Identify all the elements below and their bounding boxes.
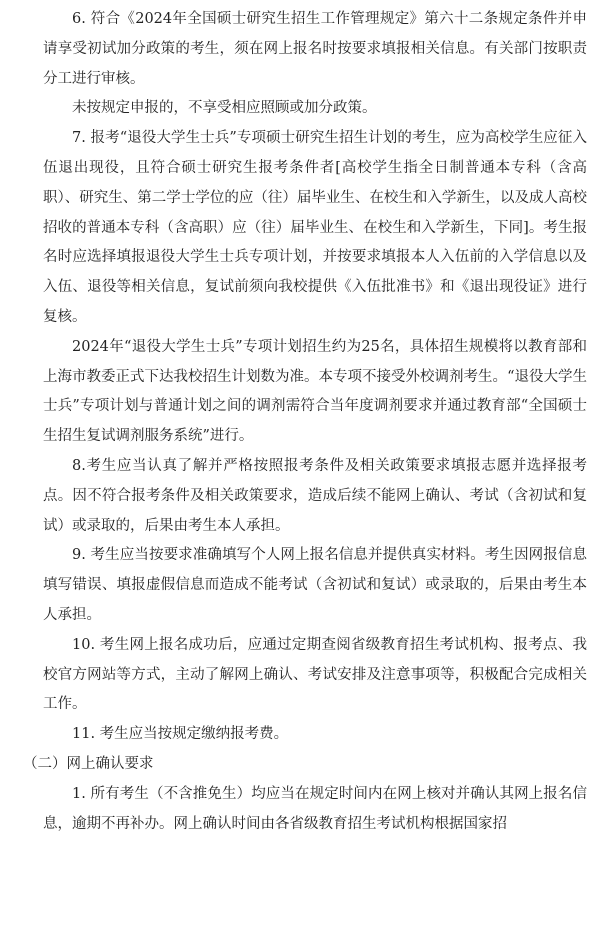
paragraph-item-7: 7. 报考“退役大学生士兵”专项硕士研究生招生计划的考生，应为高校学生应征入伍退出现役，且符合硕士研究生报考条件者[高校学生指全日制普通本专科（含高职）、研究生、第二学士学位的应（往）届毕业生、在校生和入学新生，以及成人高校招收的普通本专科（含高职）应（往）届毕业生、在校生和入学新生，下同]。考生报名时应选择填报退役大学生士兵专项计划，并按要求填报本人入伍前的入学信息以及入伍、退役等相关信息，复试前须向我校提供《入伍批准书》和《退出现役证》进行复核。: [43, 130, 587, 325]
paragraph-item-10: 10. 考生网上报名成功后，应通过定期查阅省级教育招生考试机构、报考点、我校官方网站等方式，主动了解网上确认、考试安排及注意事项等，积极配合完成相关工作。: [43, 636, 587, 713]
paragraph-item-6: 6. 符合《2024年全国硕士研究生招生工作管理规定》第六十二条规定条件并申请享受初试加分政策的考生，须在网上报名时按要求填报相关信息。有关部门按职责分工进行审核。: [43, 11, 587, 87]
paragraph-confirm-1: 1. 所有考生（不含推免生）均应当在规定时间内在网上核对并确认其网上报名信息，逾期不再补办。网上确认时间由各省级教育招生考试机构根据国家招: [43, 785, 587, 832]
section-heading: （二）网上确认要求: [23, 755, 154, 772]
paragraph-item-8: 8.考生应当认真了解并严格按照报考条件及相关政策要求填报志愿并选择报考点。因不符合报考条件及相关政策要求，造成后续不能网上确认、考试（含初试和复试）或录取的，后果由考生本人承担。: [43, 457, 587, 534]
paragraph-no-application: 未按规定申报的，不享受相应照顾或加分政策。: [72, 100, 377, 117]
paragraph-item-11: 11. 考生应当按规定缴纳报考费。: [72, 726, 289, 743]
paragraph-item-9: 9. 考生应当按要求准确填写个人网上报名信息并提供真实材料。考生因网报信息填写错误、填报虚假信息而造成不能考试（含初试和复试）或录取的，后果由考生本人承担。: [43, 547, 587, 623]
paragraph-soldier-quota: 2024年“退役大学生士兵”专项计划招生约为25名，具体招生规模将以教育部和上海市教委正式下达我校招生计划数为准。本专项不接受外校调剂考生。“退役大学生士兵”专项计划与普通计划之间的调剂需符合当年度调剂要求并通过教育部“全国硕士生招生复试调剂服务系统”进行。: [43, 338, 587, 445]
